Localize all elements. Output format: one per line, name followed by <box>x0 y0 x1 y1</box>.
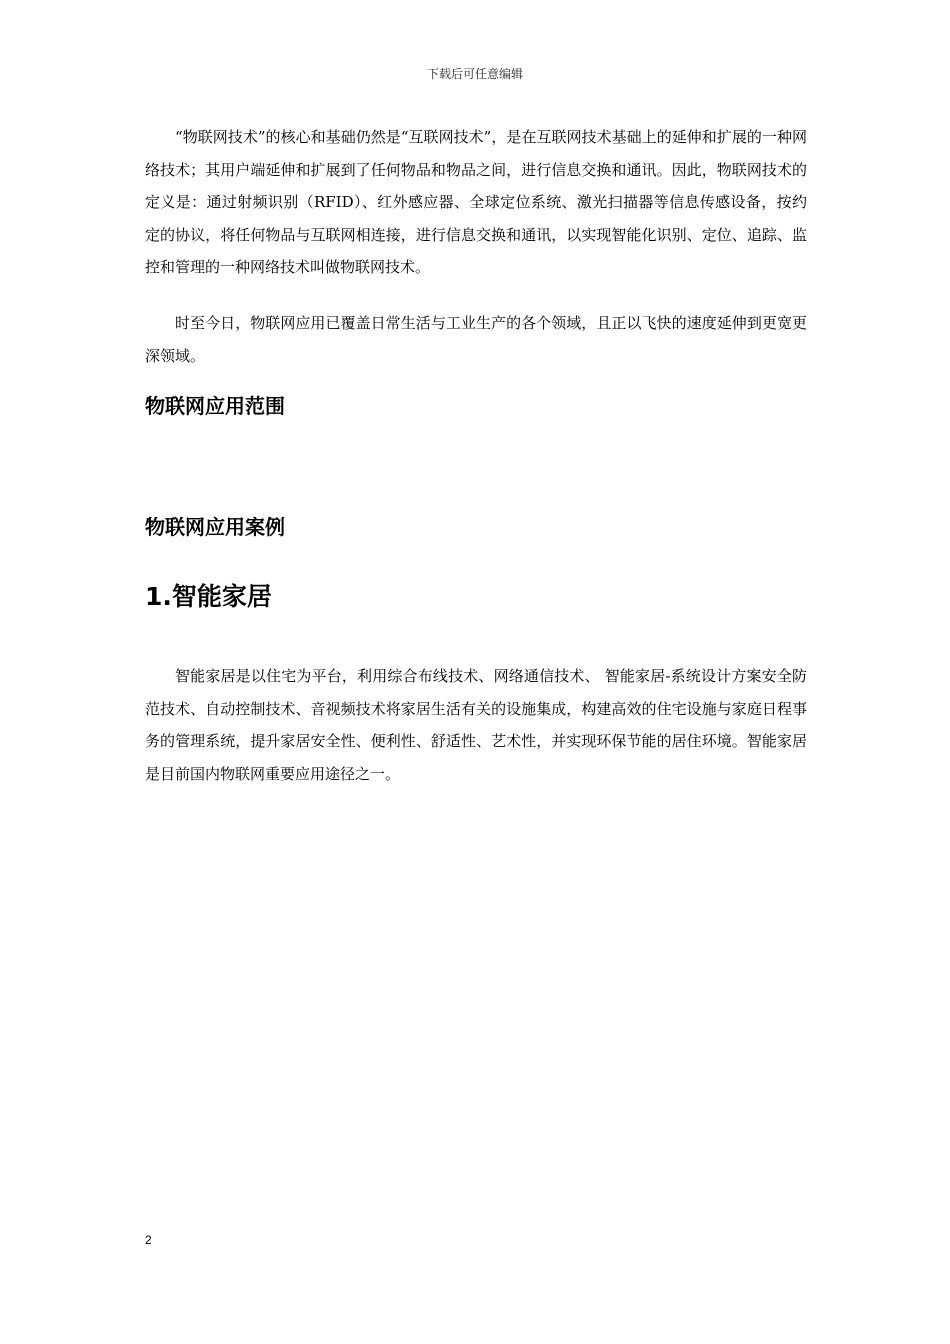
paragraph-iot-coverage: 时至今日，物联网应用已覆盖日常生活与工业生产的各个领域，且正以飞快的速度延伸到更宽更深领域。 <box>145 314 807 365</box>
paragraph-smart-home: 智能家居是以住宅为平台，利用综合布线技术、网络通信技术、 智能家居-系统设计方案安全防范技术、自动控制技术、音视频技术将家居生活有关的设施集成，构建高效的住宅设施与家庭日程事务的管理系统，提升家居安全性、便利性、舒适性、艺术性，并实现环保节能的居住环境。智能家居是目前国内物联网重要应用途径之一。 <box>145 667 807 783</box>
heading-application-scope: 物联网应用范围 <box>145 394 285 418</box>
page-number: 2 <box>145 1233 152 1247</box>
paragraph-iot-definition: “物联网技术”的核心和基础仍然是“互联网技术”，是在互联网技术基础上的延伸和扩展的一种网络技术；其用户端延伸和扩展到了任何物品和物品之间，进行信息交换和通讯。因此，物联网技术的定义是：通过射频识别（RFID）、红外感应器、全球定位系统、激光扫描器等信息传感设备，按约定的协议，将任何物品与互联网相连接，进行信息交换和通讯，以实现智能化识别、定位、追踪、监控和管理的一种网络技术叫做物联网技术。 <box>145 128 807 276</box>
heading-smart-home: 1.智能家居 <box>145 582 272 611</box>
heading-application-cases: 物联网应用案例 <box>145 515 285 539</box>
header-note: 下载后可任意编辑 <box>426 67 523 81</box>
